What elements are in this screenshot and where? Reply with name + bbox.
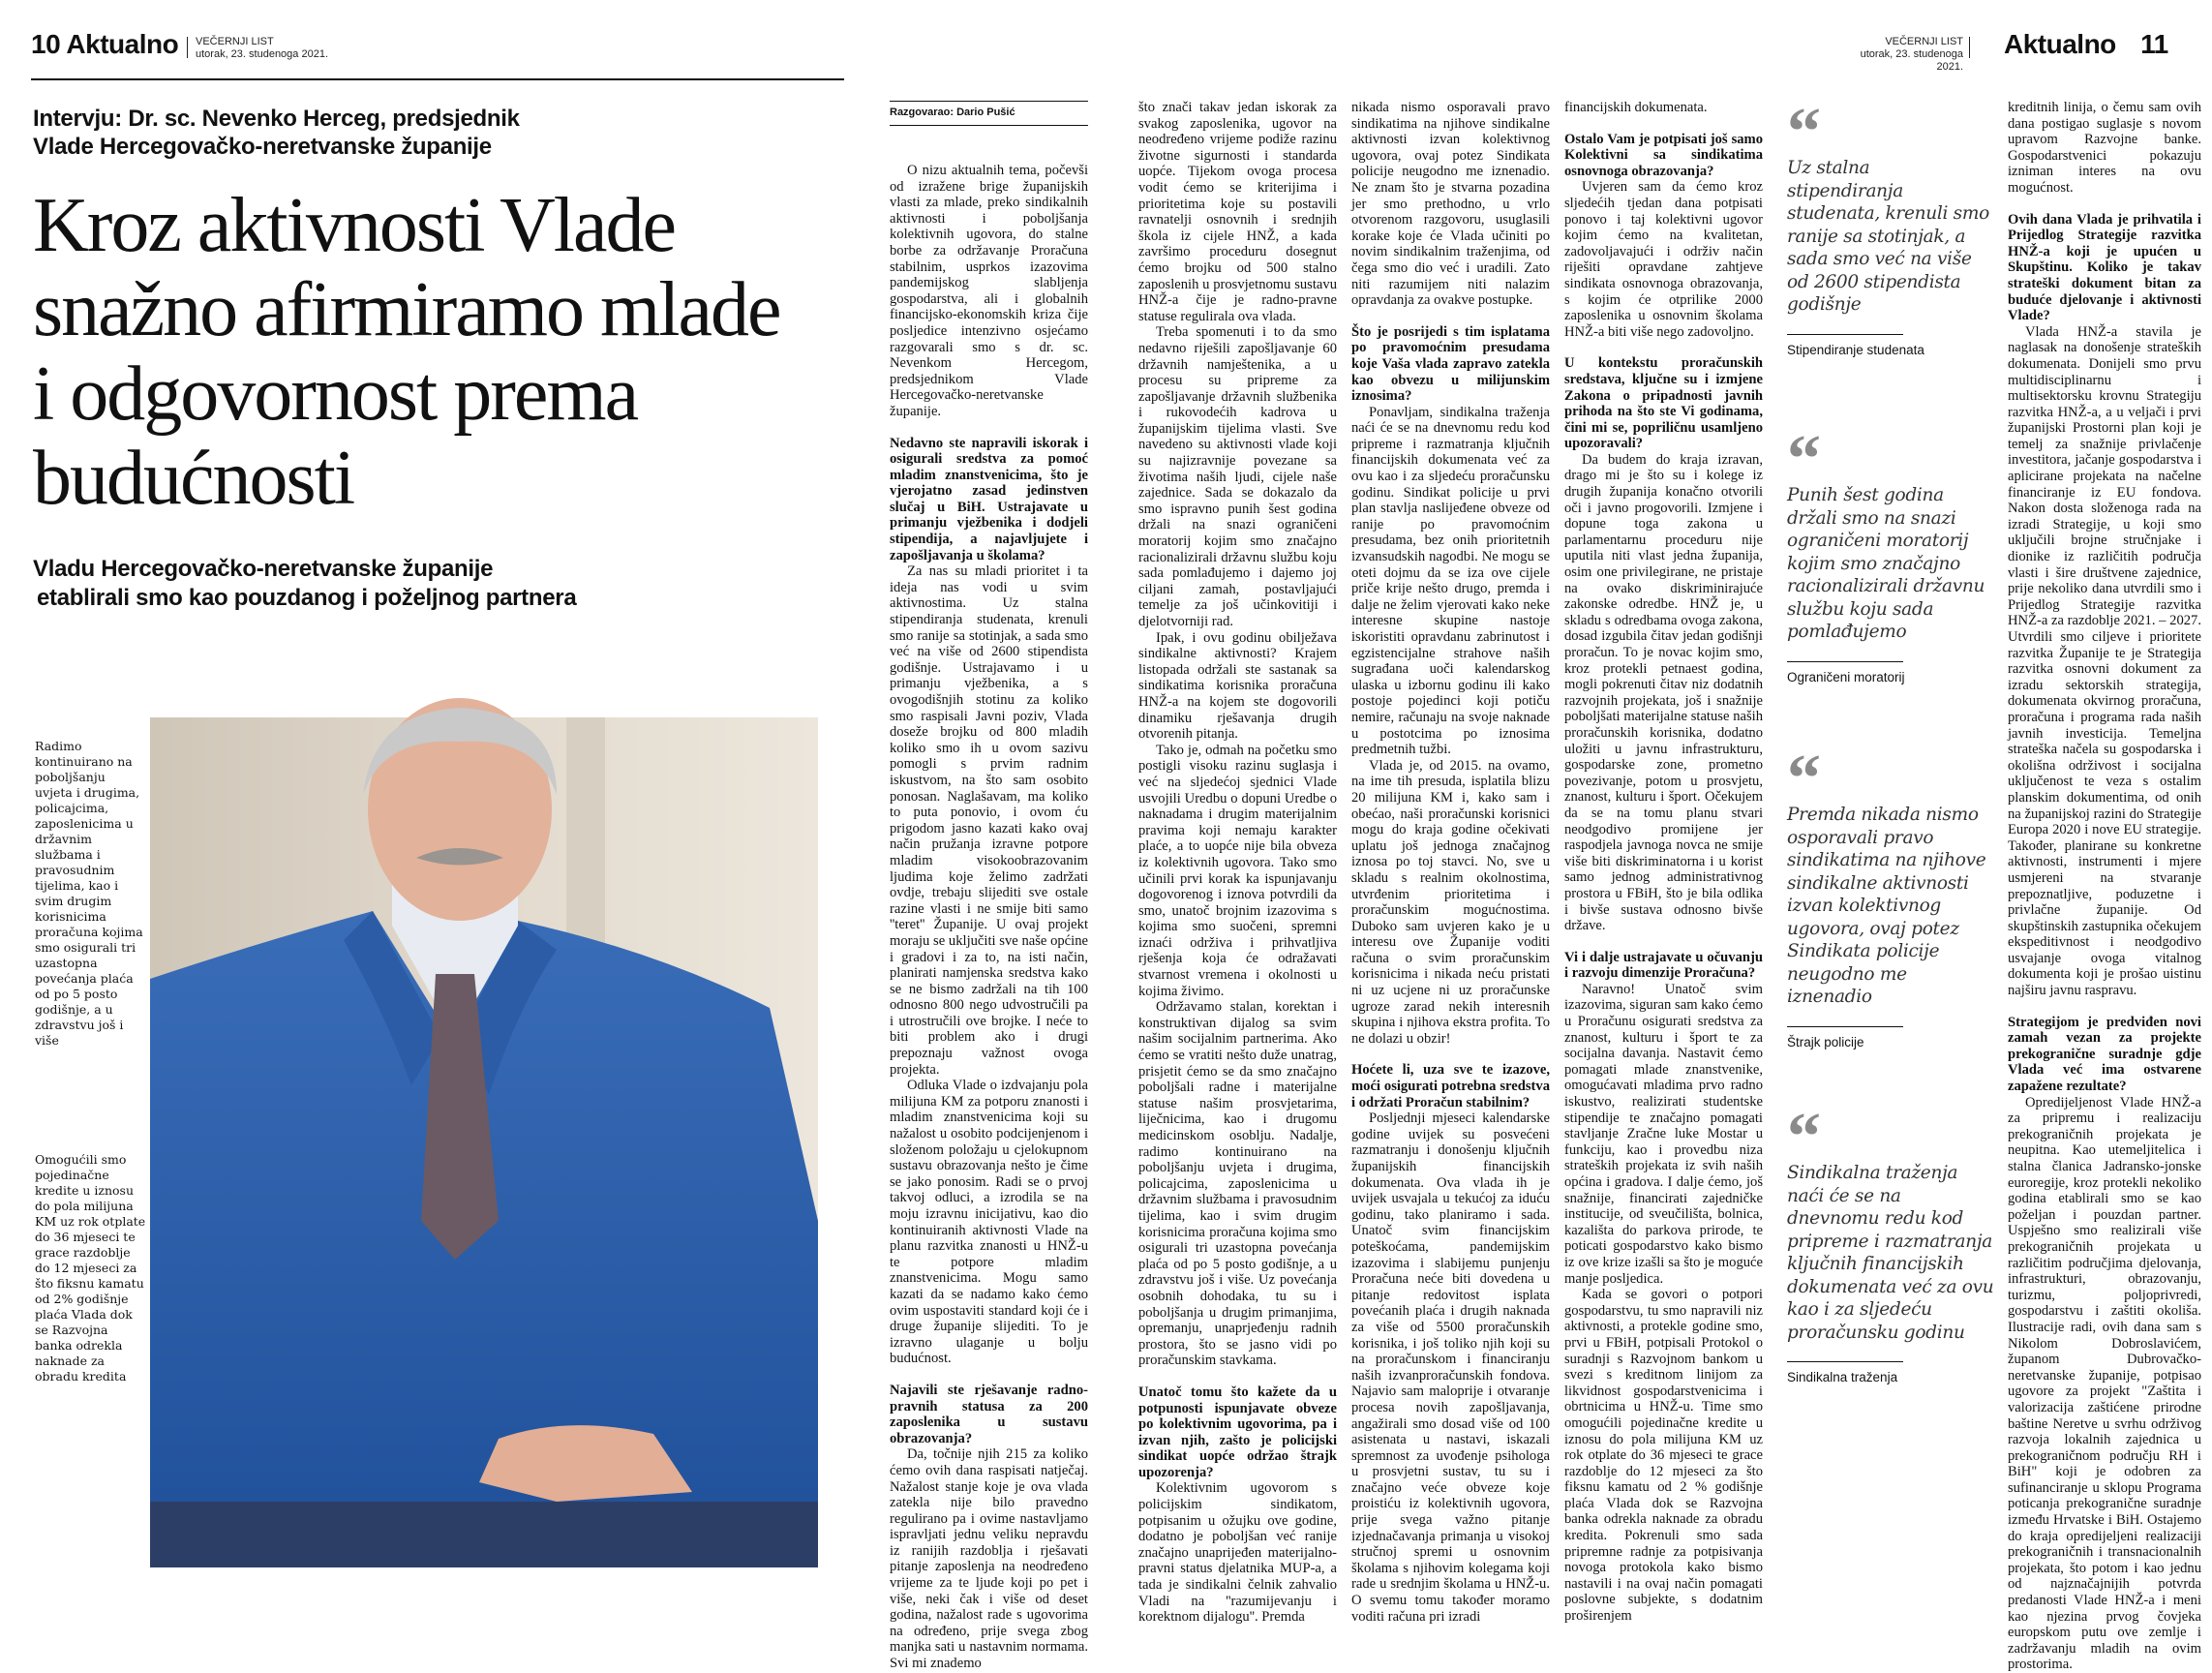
body-paragraph: Vlada HNŽ-a stavila je naglasak na donošenje strateških dokumenata. Donijeli smo prvu multidisciplinarnu i multisektorsku krovnu Strategiju razvitka HNŽ-a, a u veljači i prvi županijski Prostorni plan koji je temelj za snažnije privlačenje investitora, jačanje gospodarstva i aplicirane projekata na načelne financiranje iz EU fondova. Nakon dosta složenoga rada na izradi Strategije, u koji smo uključili brojne stručnjake i dionike iz različitih područja vlasti i šire društvene zajednice, prije nekoliko dana utvrdili smo i Prijedlog Strategije razvitka HNŽ-a za razdoblje 2021. – 2027. Utvrdili smo ciljeve i prioritete razvitka Županije te je Strategija razvitka osnovni dokument za izradu sektorskih strategija, dokumenata okvirnog proračuna, proračuna i programa rada naših javnih investicija. Temeljna strateška načela su gospodarska i okolišna održivost i socijalna uključenost te veza s ostalim planskim dokumentima, od onih na županijskoj razini do Strategije Europa 2020 i nove EU strategije. Također, planirane su konkretne aktivnosti, instrumenti i mjere usmjereni na stvaranje prepoznatljive, poduzetne i privlačne županije. Od skupštinskih zastupnika očekujem ekspeditivnost i neodgodivo usvajanje ovoga vitalnog dokumenta koji je prošao uistinu najširu javnu raspravu. xyxy=(2008,323,2201,999)
interview-question: Vi i dalje ustrajavate u očuvanju i razvoju dimenzije Proračuna? xyxy=(1564,949,1763,982)
right-page-header xyxy=(2004,29,2168,60)
quote-mark-icon: “ xyxy=(1787,1100,1821,1174)
body-paragraph: Kada se govori o potpori gospodarstvu, tu smo napravili niz aktivnosti, a protekle godine smo, prvi u FBiH, potpisali Protokol o suradnji s Razvojnom bankom u svezi s kreditnom linijom za likvidnost gospodarstvenicima i obrtnicima u HNŽ-u. Time smo omogućili pojedinačne kredite u iznosu do pola milijuna KM uz rok otplate do 36 mjeseci te grace razdoblje do 12 mjeseci za što fiksnu kamatu od 2 % godišnje plaća Vlada dok se Razvojna banka odrekla naknade za obradu kredita. Pokrenuli smo sada pripremne radnje za potpisivanja novoga protokola kako bismo nastavili i na ovaj način pomagati poslovne subjekte, s dodatnim proširenjem xyxy=(1564,1287,1763,1625)
body-column-3 xyxy=(1351,100,1550,1625)
body-paragraph: Ipak, i ovu godinu obilježava sindikalne aktivnosti? Krajem listopada održali ste sastanak sa sindikatima korisnika proračuna HNŽ-a na kojem ste dogovorili dinamiku rješavanja drugih otvorenih pitanja. xyxy=(1138,629,1337,743)
pull-quote-rule xyxy=(1787,1026,1903,1027)
portrait-illustration xyxy=(150,717,818,1567)
body-paragraph: kreditnih linija, o čemu sam ovih dana postigao suglasje s novom upravom Razvojne banke. Gospodarstvenici pokazuju izniman interes na ovu mogućnost. xyxy=(2008,100,2201,196)
pull-quote-label: Štrajk policije xyxy=(1787,1034,1864,1049)
pull-quote xyxy=(1787,1100,1995,1384)
body-paragraph: Da, točnije njih 215 za koliko ćemo ovih dana raspisati natječaj. Nažalost stanje koje je ova vlada zatekla nije bilo pravedno regulirano pa i ovime nastavljamo ispravljati jednu veliku nepravdu iz ranijih razdoblja i rješavati pitanje zaposlenja na neodređeno vrijeme za te ljude koji po pet i više, neki čak i više od deset godina, nažalost rade s ugovorima na određeno, prije svega zbog manjka sati u nastavnim normama. Svi mi znademo xyxy=(890,1446,1088,1672)
body-paragraph: Ponavljam, sindikalna traženja naći će se na dnevnomu redu kod pripreme i razmatranja ključnih financijskih dokumenata već za ovu kao i za sljedeću proračunsku godinu. Sindikat policije u prvi plan stavlja naslijeđene obveze od ranije po pravomoćnim presudama, bez onih prioritetnih izvansudskih nagodbi. Ne mogu se oteti dojmu da se iza ove cijele priče krije nešto drugo, premda i dalje ne želim vjerovati kako neke interesne skupine nastoje iskoristiti opravdanu zabrinutost i egzistencijalne strahove naših sugrađana uoči kalendarskog ulaska u izbornu godinu ili kako postoje pojedinci koji potiču nemire, računaju na svoje naknade u postotcima po iznosima predmetnih tužbi. xyxy=(1351,404,1550,758)
interview-question: Unatoč tomu što kažete da u potpunosti ispunjavate obveze po kolektivnim ugovorima, pa i izvan njih, zašto je policijski sindikat uopće održao štrajk upozorenja? xyxy=(1138,1384,1337,1480)
page-number: 10 xyxy=(31,29,61,59)
body-column-4 xyxy=(1564,100,1763,1625)
body-paragraph: nikada nismo osporavali pravo sindikatima na njihove sindikalne aktivnosti izvan kolektivnog ugovora, ovaj potez Sindikata policije neugodno me iznenadio. Ne znam što je stvarna pozadina jer smo prethodno, u vrlo otvorenom razgovoru, usuglasili korake koje će Vlada učiniti po novim sindikalnim traženjima, od čega smo dio već i uradili. Zato niti razumijem niti nalazim opravdanja za ovakve postupke. xyxy=(1351,100,1550,309)
body-paragraph: Treba spomenuti i to da smo nedavno riješili zapošljavanje 60 državnih namještenika, a u procesu su pripreme za zapošljavanje državnih službenika i rukovodećih kadrova u županijskim tijelima vlasti. Sve navedeno su aktivnosti vlade koji su najizravnije povezane sa životima naših ljudi, cijele naše zajednice. Sada se dokazalo da smo ispravno punih šest godina držali na snazi ograničeni moratorij kojim smo značajno racionalizirali državnu službu koju sada pomlađujemo i dajemo joj ciljani zamah, postavljajući temelje za još učinkovitiji i djelotvorniji rad. xyxy=(1138,324,1337,629)
pull-quote-text: Punih šest godina držali smo na snazi ograničeni moratorij kojim smo značajno racionalizirali državnu službu koju sada pomlađujemo xyxy=(1787,485,1985,642)
pull-quote-label: Ograničeni moratorij xyxy=(1787,669,1905,684)
body-paragraph: Tako je, odmah na početku smo postigli visoku razinu suglasja i već na sljedećoj sjednici Vlade usvojili Uredbu o dopuni Uredbe o naknadama i drugim materijalnim pravima koji nemaju karakter plaće, a to uopće nije bila obveza iz kolektivnih ugovora. Tako smo učinili prvi korak ka ispunjavanju dogovorenog i iznova potvrdili da smo, unatoč brojnim izazovima s kojima smo suočeni, spremni iznaći održiva i prihvatljiva rješenja koja će odražavati stvarnost vremena i okolnosti u kojima živimo. xyxy=(1138,742,1337,999)
pull-quote-text: Sindikalna traženja naći će se na dnevnomu redu kod pripreme i razmatranja ključnih financijskih dokumenata već za ovu kao i za sljedeću proračunsku godinu xyxy=(1787,1163,1994,1343)
left-page-header xyxy=(31,29,178,60)
body-paragraph: Vlada je, od 2015. na ovamo, na ime tih presuda, isplatila blizu 20 milijuna KM i, kako sam i obećao, naši proračunski korisnici mogu do kraja godine očekivati uplatu još jednoga značajnog iznosa po toj stavci. No, sve u skladu s realnim okolnostima, utvrđenim prioritetima i proračunskim mogućnostima. Duboko sam uvjeren kako je u interesu ove Županije voditi računa o svim proračunskim korisnicima i nikada neću pristati ni uz ucjene ni uz proračunske ugroze zarad nekih interesnih skupina i njihova ekstra profita. To ne dolazi u obzir! xyxy=(1351,757,1550,1047)
body-paragraph: Posljednji mjeseci kalendarske godine uvijek su posvećeni razmatranju i donošenju ključnih županijskih financijskih dokumenata. Ova vlada ih je uvijek usvajala u tekućoj za iduću godinu, tako planiramo i sada. Unatoč svim financijskim poteškoćama, pandemijskim izazovima i slabijemu punjenju Proračuna neće biti dovedena u pitanje redovitost isplata povećanih plaća i drugih naknada za više od 5500 proračunskih korisnika, i još toliko njih koji su na proračunskom i financiranju naših izvanproračunskih fondova. Najavio sam maloprije i otvaranje procesa novih zapošljavanja, angažirali smo dosad više od 100 asistenata u nastavi, iskazali spremnost za uvođenje psihologa u prosvjetni sustav, tu su i značajno veće obveze koje proistiću iz kolektivnih ugovora, prije svega važno pitanje izjednačavanja primanja u visokoj stručnoj spremi u osnovnim školama s njihovim kolegama koji rade u srednjim školama u HNŽ-u. O svemu tomu također moramo voditi računa pri izradi xyxy=(1351,1110,1550,1625)
body-paragraph: Naravno! Unatoč svim izazovima, siguran sam kako ćemo u Proračunu osigurati sredstva za znanost, kulturu i šport te za socijalna davanja. Nastavit ćemo pomagati mlade znanstvenike, omogućavati mladima prvo radno iskustvo, realizirati studentske stipendije te značajno pomagati stavljanje Zračne luke Mostar u funkciju, kao i provedbu niza strateških projekata iz svih naših općina i gradova. I dalje ćemo, još snažnije, financirati zajedničke institucije, od sveučilišta, bolnica, kazališta do parkova prirode, te poticati gospodarstvo kako bismo iz ove krize izašli sa što je moguće manje posljedica. xyxy=(1564,981,1763,1287)
pull-quote xyxy=(1787,95,1990,357)
subheadline xyxy=(33,555,827,613)
byline: Razgovarao: Dario Pušić xyxy=(890,101,1088,126)
pull-quote-label: Sindikalna traženja xyxy=(1787,1370,1898,1384)
side-caption: Omogućili smo pojedinačne kredite u iznosu do pola milijuna KM uz rok otplate do 36 mjeseci te grace razdoblje do 12 mjeseci za što fiksnu kamatu od 2% godišnje plaća Vlada dok se Razvojna banka odrekla naknade za obradu kredita xyxy=(35,1152,146,1384)
interview-question: Hoćete li, uza sve te izazove, moći osigurati potrebna sredstva i održati Proračun stabilnim? xyxy=(1351,1062,1550,1110)
interview-question: Ostalo Vam je potpisati još samo Kolektivni sa sindikatima osnovnoga obrazovanja? xyxy=(1564,131,1763,179)
article-kicker xyxy=(33,105,827,161)
interview-question: Najavili ste rješavanje radno-pravnih statusa za 200 zaposlenika u sustavu obrazovanja? xyxy=(890,1382,1088,1446)
body-paragraph: Da budem do kraja izravan, drago mi je što su i kolege iz drugih županija konačno otvorili oči i javno progovorili. Izmjene i dopune toga zakona u parlamentarnu proceduru nije uputila niti vlast jedna županija, osim one privilegirane, ne pristaje na ovako diskriminirajuće zakonske odredbe. HNŽ je, u skladu s odredbama ovoga zakona, dosad izgubila čitav jedan godišnji proračun. To je novac kojim smo, kroz protekli petnaest godina, mogli pokrenuti čitav niz dodatnih razvojnih projekata, još i snažnije poboljšati materijalne statuse naših proračunskih korisnika, dodatno uložiti u javnu infrastrukturu, gospodarske zone, prometno povezivanje, potom u prosvjetu, znanost, kulturu i šport. Očekujem da se na tomu planu stvari neodgodivo promijene jer raspodjela javnoga novca ne smije više biti diskriminatorna i u korist samo jednog administrativnog prostora u FBiH, što je bila odlika i bivše sustava odnosno bivše države. xyxy=(1564,451,1763,934)
interview-question: Što je posrijedi s tim isplatama po pravomoćnim presudama koje Vaša vlada zapravo zatekla kao obvezu u milijunskim iznosima? xyxy=(1351,323,1550,405)
pull-quote-rule xyxy=(1787,1361,1903,1362)
body-paragraph: što znači takav jedan iskorak za svakog zaposlenika, ugovor na neodređeno vrijeme podiže razinu životne sigurnosti i standarda uopće. Tijekom ovoga procesa vodit ćemo se kriterijima i prioritetima koje su postavili ravnatelji osnovnih i srednjih škola iz cijele HNŽ, a kada završimo proceduru dosegnut ćemo brojku od 500 stalno zaposlenih u prosvjetnomu sustavu HNŽ-a čije je radno-pravne statuse regulirala ova vlada. xyxy=(1138,100,1337,324)
body-paragraph: Odluka Vlade o izdvajanju pola milijuna KM za potporu znanosti i mladim znanstvenicima koji su nažalost u osobito podcijenjenom i složenom položaju u cjelokupnom sustavu obrazovanja nešto je čime se jako ponosim. Radi se o prvoj takvoj odluci, a izrodila se na moju izravnu inicijativu, kao dio kontinuiranih aktivnosti Vlade na planu razvitka znanosti u HNŽ-u te potpore mladim znanstvenicima. Mogu samo kazati da se nadamo kako ćemo ovim uspostaviti standard koji će i druge županije slijediti. To je izravno ulaganje u bolju budućnost. xyxy=(890,1078,1088,1367)
pull-quote-text: Premda nikada nismo osporavali pravo sindikatima na njihove sindikalne aktivnosti izvan kolektivnog ugovora, ovaj potez Sindikata policije neugodno me iznenadio xyxy=(1787,805,1986,1007)
issue-date: utorak, 23. studenoga 2021. xyxy=(196,48,328,60)
quote-mark-icon: “ xyxy=(1787,742,1821,816)
section-name: Aktualno xyxy=(66,29,179,59)
header-divider xyxy=(187,37,188,58)
masthead xyxy=(196,36,328,61)
body-paragraph: financijskih dokumenata. xyxy=(1564,100,1708,115)
body-column-1 xyxy=(890,163,1088,1672)
pull-quote xyxy=(1787,742,1995,1049)
publication-name: VEČERNJI LIST xyxy=(1885,36,1963,47)
body-paragraph: Za nas su mladi prioritet i ta ideja nas vodi u svim aktivnostima. Uz stalna stipendiranja studenata, krenuli smo ranije sa stotinjak, a sada smo već na više od 2600 stipendista godišnje. Ustrajavamo i u primanju vježbenika, a s ovogodišnjih stotinu za koliko smo raspisali Javni poziv, Vlada doseže brojku od 800 mladih koliko smo ih u ovom sazivu pomogli s prvim radnim iskustvom, na što sam osobito ponosan. Naglašavam, ma koliko to puta ponovio, i ovom ću prigodom jasno kazati kako ovaj način pružanja izravne potpore mladim visokoobrazovanim ljudima koje želimo zadržati ovdje, trebaju slijediti sve ostale razine vlasti i ne smije biti samo ''teret'' Županije. U ovaj projekt moraju se uključiti sve naše općine i gradovi i za to, na isti način, planirati namjenska sredstva kako se ne bismo zadržali na tih 100 odnosno 800 nego udvostručili pa i utrostručili ove brojke. I neće to biti problem ako i drugi prepoznaju važnost ovoga projekta. xyxy=(890,563,1088,1078)
pull-quote-rule xyxy=(1787,661,1903,662)
page-number: 11 xyxy=(2140,29,2168,59)
pull-quote-text: Uz stalna stipendiranja studenata, krenuli smo ranije sa stotinjak, a sada smo već na više od 2600 stipendista godišnje xyxy=(1787,158,1989,315)
pull-quote xyxy=(1787,422,1995,684)
section-name: Aktualno xyxy=(2004,29,2116,59)
quote-mark-icon: “ xyxy=(1787,95,1821,169)
interview-question: Strategijom je predviđen novi zamah vezan za projekte prekogranične suradnje gdje Vlada već ima ostvarene zapažene rezultate? xyxy=(2008,1014,2201,1095)
headline: Kroz aktivnosti Vlade snažno afirmiramo mlade i odgovornost prema budućnosti xyxy=(33,183,780,521)
header-rule xyxy=(31,78,844,80)
issue-date: utorak, 23. studenoga 2021. xyxy=(1860,48,1963,73)
kicker-line: Vlade Hercegovačko-neretvanske županije xyxy=(33,134,492,160)
body-paragraph: Održavamo stalan, korektan i konstruktivan dijalog sa svim našim socijalnim partnerima. Ako ćemo se vratiti nešto duže unatrag, prisjetit ćemo se da smo značajno poboljšali radne i materijalne statuse našim prosvjetarima, liječnicima, kao i drugomu medicinskom osoblju. Nadalje, radimo kontinuirano na poboljšanju uvjeta i drugima, policajcima, zaposlenicima u državnim službama i pravosudnim tijelima, kao i svim drugim korisnicima proračuna kojima smo osigurali tri uzastopna povećanja plaća od po 5 posto godišnje, a u zdravstvu još i više. Uz povećanja osobnih dohodaka, tu su i poboljšanja u drugim primanjima, opremanju, unaprjeđenju radnih prostora, što se jasno vidi po proračunskim stavkama. xyxy=(1138,999,1337,1369)
subhead-line: etablirali smo kao pouzdanog i poželjnog partnera xyxy=(37,585,577,611)
pull-quote-rule xyxy=(1787,334,1903,335)
interview-question: U kontekstu proračunskih sredstava, ključne su i izmjene Zakona o pripadnosti javnih prihoda na što ste Vi godinama, čini mi se, popriličnu usamljeno upozoravali? xyxy=(1564,355,1763,452)
quote-mark-icon: “ xyxy=(1787,422,1821,497)
body-paragraph: Uvjeren sam da ćemo kroz sljedećih tjedan dana potpisati ponovo i taj kolektivni ugovor kojim ćemo na kvalitetan, zadovoljavajući i održiv način riješiti opravdane zahtjeve sindikata osnovnoga obrazovanja, s kojim će otprilike 2000 zaposlenika u osnovnim školama HNŽ-a biti više nego zadovoljno. xyxy=(1564,179,1763,340)
subhead-line: Vladu Hercegovačko-neretvanske županije xyxy=(33,556,494,582)
pull-quote-label: Stipendiranje studenata xyxy=(1787,342,1924,357)
body-column-5 xyxy=(2008,100,2201,1673)
table xyxy=(150,1502,818,1567)
side-caption: Radimo kontinuirano na poboljšanju uvjeta i drugima, policajcima, zaposlenicima u državnim službama i pravosudnim tijelima, kao i svim drugim korisnicima proračuna kojima smo osigurali tri uzastopna povećanja plaća od po 5 posto godišnje, a u zdravstvu još i više xyxy=(35,739,143,1048)
header-divider xyxy=(1969,37,1970,58)
body-column-2 xyxy=(1138,100,1337,1626)
interview-question: Nedavno ste napravili iskorak i osigurali sredstva za pomoć mladim znanstvenicima, što je vjerojatno zasad jedinstven slučaj u BiH. Ustrajavate u primanju vježbenika i dodjeli stipendija, a najavljujete i zapošljavanja u školama? xyxy=(890,435,1088,563)
masthead-right xyxy=(1839,36,1963,74)
body-paragraph: Kolektivnim ugovorom s policijskim sindikatom, potpisanim u ožujku ove godine, dodatno je poboljšan već ranije značajno unaprijeđen materijalno-pravni status djelatnika MUP-a, a tada je sindikalni čelnik zahvalio Vladi na ''razumijevanju i korektnom dijalogu''. Premda xyxy=(1138,1480,1337,1626)
body-paragraph: O nizu aktualnih tema, počevši od izražene brige županijskih vlasti za mlade, preko sindikalnih aktivnosti i poboljšanja kolektivnih ugovora, do stalne borbe za održavanje Proračuna stabilnim, usprkos izazovima pandemijskog slabljenja gospodarstva, ali i globalnih financijsko-ekonomskih kriza čije posljedice intenzivno osjećamo razgovarali smo s dr. sc. Nevenkom Hercegom, predsjednikom Vlade Hercegovačko-neretvanske županije. xyxy=(890,163,1088,419)
body-paragraph: Opredijeljenost Vlade HNŽ-a za pripremu i realizaciju prekograničnih projekata je neupitna. Kao utemeljitelica i stalna članica Jadransko-jonske euroregije, kroz protekli nekoliko godina etablirali smo se kao poželjan i pouzdan partner. Uspješno smo realizirali više prekograničnih projekata u različitim područjima djelovanja, infrastrukturi, obrazovanju, turizmu, poljoprivredi, gospodarstvu i zaštiti okoliša. Ilustracije radi, ovih dana sam s Nikolom Dobroslavićem, županom Dubrovačko-neretvanske županije, potpisao ugovore za projekt "Zaštita i valorizacija zaštićene prirodne baštine Neretve u svrhu održivog razvoja lokalnih zajednica u prekograničnom području RH i BiH" koji je odobren za sufinanciranje u sklopu Programa poticanja prekogranične suradnje između Hrvatske i BiH. Ostajemo do kraja opredijeljeni realizaciji prekograničnih i transnacionalnih projekata, što potom i kao jednu od najznačajnijih potvrda predanosti Vlade HNŽ-a i meni kao njezina prvog čovjeka europskom putu ove zemlje i zadržavanju mladih na ovim prostorima. xyxy=(2008,1094,2201,1673)
portrait-photo xyxy=(150,717,818,1567)
interview-question: Ovih dana Vlada je prihvatila i Prijedlog Strategije razvitka HNŽ-a koji je upućen u Skupštinu. Koliko je takav strateški dokument bitan za buduće djelovanje i aktivnosti Vlade? xyxy=(2008,211,2201,324)
publication-name: VEČERNJI LIST xyxy=(196,36,274,47)
kicker-line: Intervju: Dr. sc. Nevenko Herceg, predsjednik xyxy=(33,106,520,132)
